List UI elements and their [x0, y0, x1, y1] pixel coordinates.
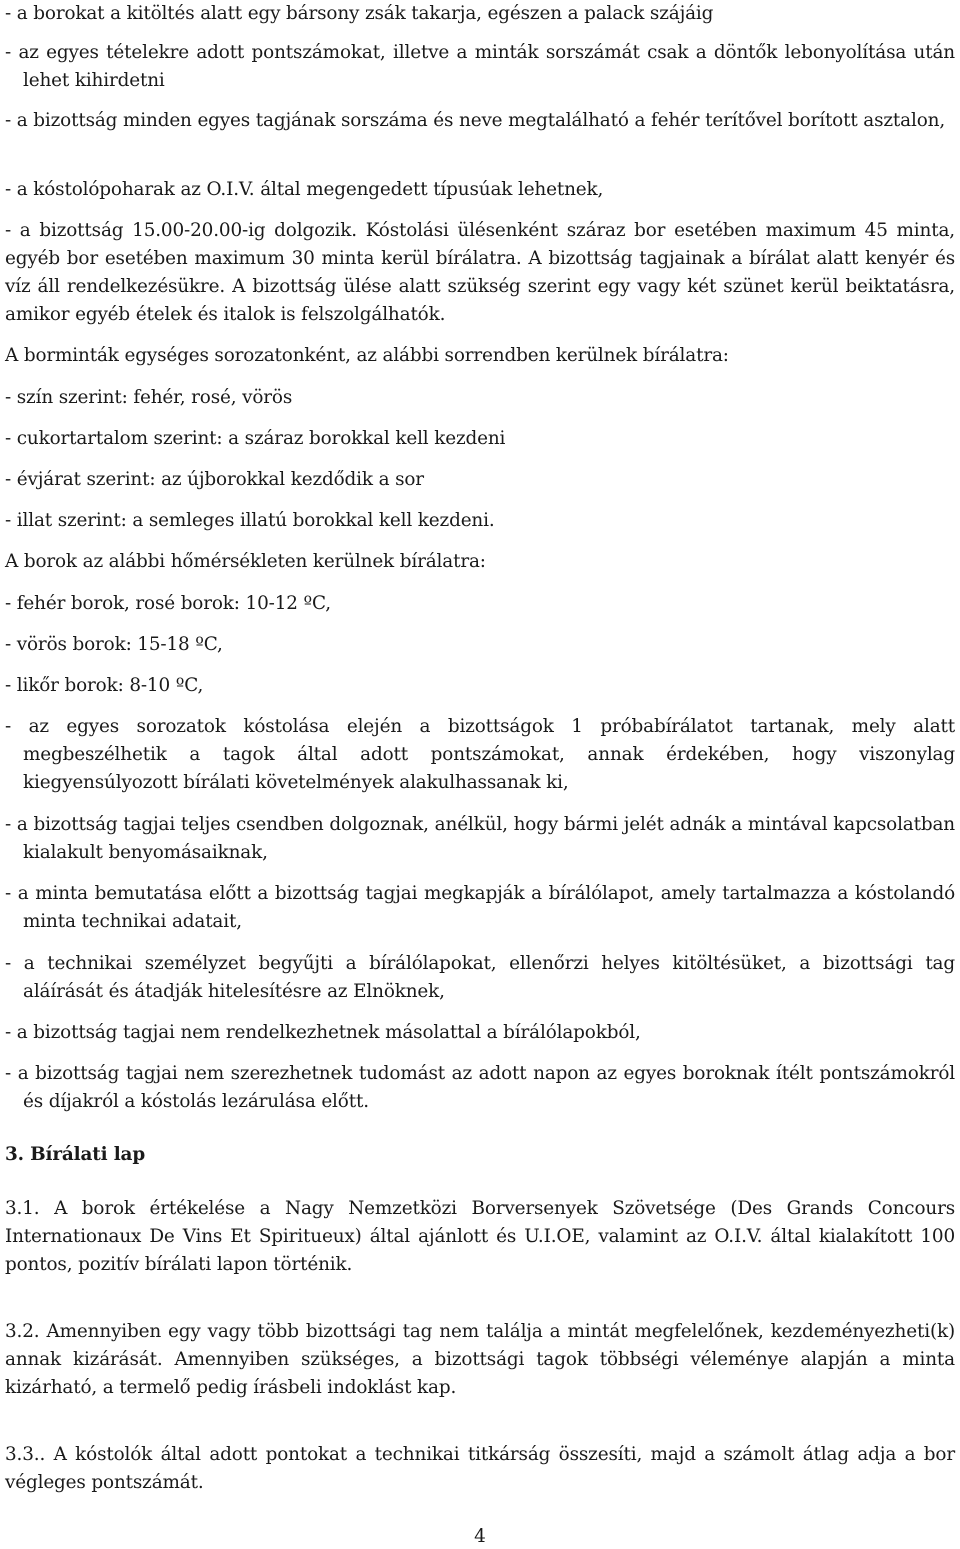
- paragraph-bullet-glasses: - a kóstolópoharak az O.I.V. által megengedett típusúak lehetnek,: [5, 179, 604, 200]
- paragraph-bullet-sugar: - cukortartalom szerint: a száraz borokkal kell kezdeni: [5, 428, 506, 449]
- paragraph-temperature-intro: A borok az alábbi hőmérsékleten kerülnek bírálatra:: [5, 551, 486, 572]
- paragraph-committee-schedule: - a bizottság 15.00-20.00-ig dolgozik. Kóstolási ülésenként száraz bor esetében maximum 45 minta, egyéb bor esetében maximum 30 minta kerül bírálatra. A bizottság tagjainak a bírálat alatt kenyér és víz áll rendelkezésükre. A bizottság ülése alatt szükség szerint egy vagy két szünet kerül beiktatásra, amikor egyéb ételek és italok is felszolgálhatók.: [5, 220, 955, 325]
- paragraph-bullet-color: - szín szerint: fehér, rosé, vörös: [5, 387, 293, 408]
- paragraph-bullet-no-knowledge: - a bizottság tagjai nem szerezhetnek tudomást az adott napon az egyes boroknak ítélt pontszámokról és díjakról a kóstolás lezárulása előtt.: [5, 1063, 955, 1112]
- paragraph-section-3-2: 3.2. Amennyiben egy vagy több bizottsági tag nem találja a mintát megfelelőnek, kezdeményezheti(k) annak kizárását. Amennyiben szükséges, a bizottsági tagok többségi véleménye alapján a minta kizárható, a termelő pedig írásbeli indoklást kap.: [5, 1321, 955, 1398]
- paragraph-bullet-velvet-bag: - a borokat a kitöltés alatt egy bársony zsák takarja, egészen a palack szájáig: [5, 3, 714, 24]
- page-number: 4: [474, 1526, 486, 1547]
- paragraph-bullet-aroma: - illat szerint: a semleges illatú borokkal kell kezdeni.: [5, 510, 495, 531]
- paragraph-bullet-silence: - a bizottság tagjai teljes csendben dolgoznak, anélkül, hogy bármi jelét adnák a mintával kapcsolatban kialakult benyomásaiknak,: [5, 814, 955, 863]
- section-heading-judging-sheet: 3. Bírálati lap: [5, 1144, 146, 1165]
- paragraph-bullet-judging-sheet: - a minta bemutatása előtt a bizottság tagjai megkapják a bírálólapot, amely tartalmazza a kóstolandó minta technikai adatait,: [5, 883, 955, 932]
- paragraph-bullet-trial-judging: - az egyes sorozatok kóstolása elején a bizottságok 1 próbabírálatot tartanak, mely alatt megbeszélhetik a tagok által adott pontszámokat, annak érdekében, hogy viszonylag kiegyensúlyozott bírálati követelmények alakulhassanak ki,: [5, 716, 955, 793]
- paragraph-sample-order-intro: A borminták egységes sorozatonként, az alábbi sorrendben kerülnek bírálatra:: [5, 345, 729, 366]
- paragraph-section-3-1: 3.1. A borok értékelése a Nagy Nemzetközi Borversenyek Szövetsége (Des Grands Concours Internationaux De Vins Et Spiritueux) által ajánlott és U.I.OE, valamint az O.I.V. által kialakított 100 pontos, pozitív bírálati lapon történik.: [5, 1198, 955, 1275]
- paragraph-bullet-scores-announcement: - az egyes tételekre adott pontszámokat, illetve a minták sorszámát csak a döntők lebonyolítása után lehet kihirdetni: [5, 42, 955, 91]
- paragraph-bullet-liqueur-temp: - likőr borok: 8-10 ºC,: [5, 675, 204, 696]
- paragraph-bullet-white-rose-temp: - fehér borok, rosé borok: 10-12 ºC,: [5, 593, 331, 614]
- paragraph-section-3-3: 3.3.. A kóstolók által adott pontokat a technikai titkárság összesíti, majd a számolt átlag adja a bor végleges pontszámát.: [5, 1444, 955, 1493]
- paragraph-bullet-vintage: - évjárat szerint: az újborokkal kezdődik a sor: [5, 469, 424, 490]
- paragraph-bullet-collection: - a technikai személyzet begyűjti a bírálólapokat, ellenőrzi helyes kitöltésüket, a bizottsági tag aláírását és átadják hitelesítésre az Elnöknek,: [5, 953, 955, 1002]
- paragraph-bullet-committee-seats: - a bizottság minden egyes tagjának sorszáma és neve megtalálható a fehér terítővel borított asztalon,: [5, 110, 946, 131]
- paragraph-bullet-red-temp: - vörös borok: 15-18 ºC,: [5, 634, 223, 655]
- paragraph-bullet-no-copies: - a bizottság tagjai nem rendelkezhetnek másolattal a bírálólapokból,: [5, 1022, 641, 1043]
